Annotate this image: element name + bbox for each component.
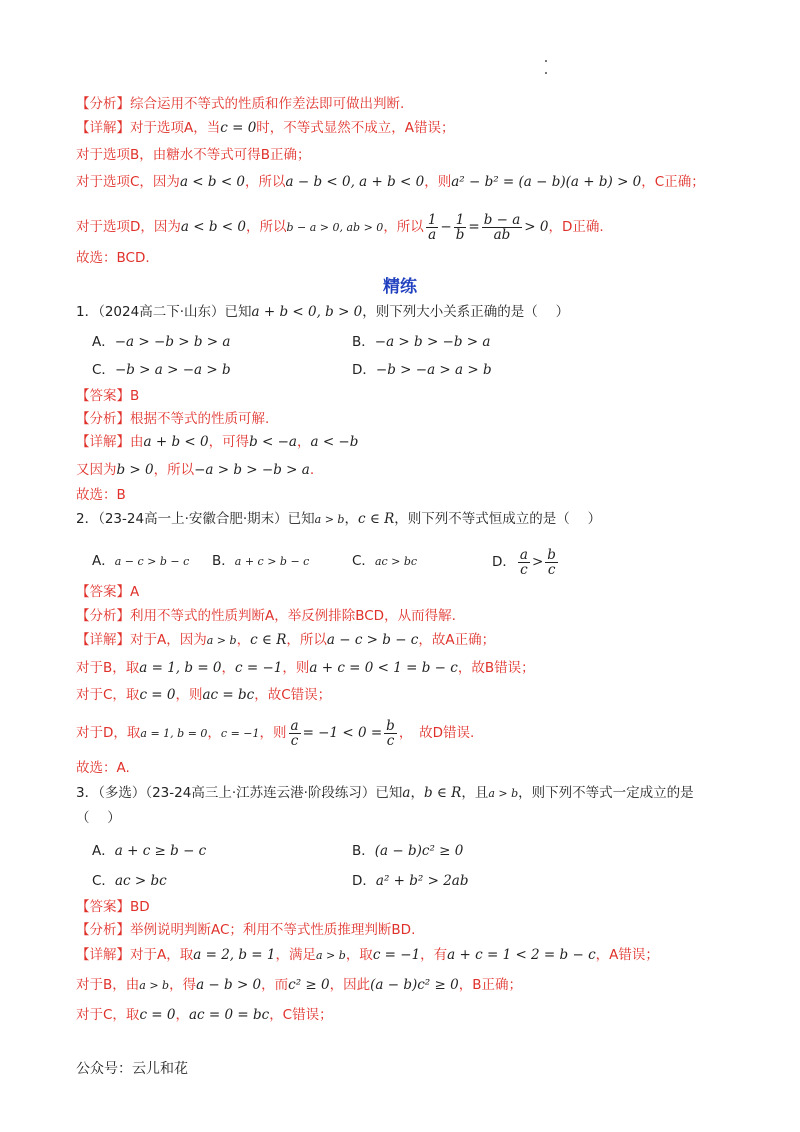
fraction: $\frac{b - a}{ab}$ xyxy=(483,211,521,243)
choose-line: 故选：BCD. xyxy=(76,250,150,266)
fraction: $\frac{1}{a}$ xyxy=(427,211,437,243)
footer-watermark: 公众号：云儿和花 xyxy=(76,1061,188,1077)
q2-option-d[interactable]: D． $\frac{a}{c}$ > $\frac{b}{c}$ xyxy=(492,546,556,578)
q1-analysis: 【分析】根据不等式的性质可解. xyxy=(76,411,270,427)
q3-option-c[interactable]: C．ac > bc xyxy=(92,873,167,889)
q1-answer: 【答案】B xyxy=(76,388,140,404)
q2-answer: 【答案】A xyxy=(76,584,140,600)
section-title: 精练 xyxy=(383,277,417,297)
q1-choose: 故选：B xyxy=(76,487,126,503)
q3-option-d[interactable]: D．a² + b² > 2ab xyxy=(352,873,469,889)
question-1-stem: 1．（2024高二下·山东）已知a + b < 0, b > 0，则下列大小关系正确的是（ ） xyxy=(76,304,570,320)
fraction: $\frac{a}{c}$ xyxy=(290,717,299,749)
detail-line: 对于选项D，因为a < b < 0，所以b − a > 0, ab > 0，所以 $\frac{1}{a}$ − $\frac{1}{b}$ = $\frac{b - a}{ab}$ > 0，D正确. xyxy=(76,211,604,243)
detail-line: 对于选项C，因为a < b < 0，所以a − b < 0, a + b < 0，则a² − b² = (a − b)(a + b) > 0，C正确； xyxy=(76,174,705,190)
q3-detail: 对于C，取c = 0，ac = 0 = bc，C错误； xyxy=(76,1007,333,1023)
fraction: $\frac{b}{c}$ xyxy=(386,717,395,749)
q3-answer: 【答案】BD xyxy=(76,899,150,915)
q2-option-a[interactable]: A．a − c > b − c xyxy=(92,553,190,569)
q1-detail: 【详解】由a + b < 0，可得b < −a，a < −b xyxy=(76,434,359,450)
corner-dot xyxy=(545,60,547,62)
detail-line: 【详解】对于选项A，当c = 0时，不等式显然不成立，A错误； xyxy=(76,120,455,136)
question-3-stem-cont: （ ） xyxy=(76,810,121,826)
q3-option-b[interactable]: B．(a − b)c² ≥ 0 xyxy=(352,843,464,859)
question-3-stem: 3．（多选）（23-24高三上·江苏连云港·阶段练习）已知a，b ∈ R，且a > b，则下列不等式一定成立的是 xyxy=(76,785,694,801)
corner-dot xyxy=(545,72,547,74)
q2-detail: 对于B，取a = 1, b = 0，c = −1，则a + c = 0 < 1 = b − c，故B错误； xyxy=(76,660,535,676)
q1-option-d[interactable]: D．−b > −a > a > b xyxy=(352,362,492,378)
q3-option-a[interactable]: A．a + c ≥ b − c xyxy=(92,843,207,859)
question-2-stem: 2．（23-24高一上·安徽合肥·期末）已知a > b，c ∈ R，则下列不等式恒成立的是（ ） xyxy=(76,511,602,527)
q1-option-b[interactable]: B．−a > b > −b > a xyxy=(352,334,491,350)
q1-detail: 又因为b > 0，所以−a > b > −b > a. xyxy=(76,462,315,478)
fraction: $\frac{b}{c}$ xyxy=(547,546,556,578)
q2-choose: 故选：A. xyxy=(76,760,130,776)
q1-option-c[interactable]: C．−b > a > −a > b xyxy=(92,362,231,378)
analysis-line: 【分析】综合运用不等式的性质和作差法即可做出判断. xyxy=(76,96,405,112)
q2-detail: 对于C，取c = 0，则ac = bc，故C错误； xyxy=(76,687,332,703)
fraction: $\frac{a}{c}$ xyxy=(519,546,528,578)
q1-option-a[interactable]: A．−a > −b > b > a xyxy=(92,334,231,350)
q2-option-c[interactable]: C．ac > bc xyxy=(352,553,418,569)
q3-detail: 【详解】对于A，取a = 2, b = 1，满足a > b，取c = −1，有a + c = 1 < 2 = b − c，A错误； xyxy=(76,947,659,963)
q2-analysis: 【分析】利用不等式的性质判断A，举反例排除BCD，从而得解. xyxy=(76,608,456,624)
detail-line: 对于选项B，由糖水不等式可得B正确； xyxy=(76,147,311,163)
q3-detail: 对于B，由a > b，得a − b > 0，而c² ≥ 0，因此(a − b)c² ≥ 0，B正确； xyxy=(76,977,522,993)
q2-option-b[interactable]: B．a + c > b − c xyxy=(212,553,310,569)
q2-detail: 对于D，取a = 1, b = 0，c = −1，则 $\frac{a}{c}$ = −1 < 0 = $\frac{b}{c}$ ， 故D错误. xyxy=(76,717,475,749)
fraction: $\frac{1}{b}$ xyxy=(455,211,465,243)
q3-analysis: 【分析】举例说明判断AC；利用不等式性质推理判断BD. xyxy=(76,922,416,938)
q2-detail: 【详解】对于A，因为a > b，c ∈ R，所以a − c > b − c，故A正确； xyxy=(76,632,496,648)
